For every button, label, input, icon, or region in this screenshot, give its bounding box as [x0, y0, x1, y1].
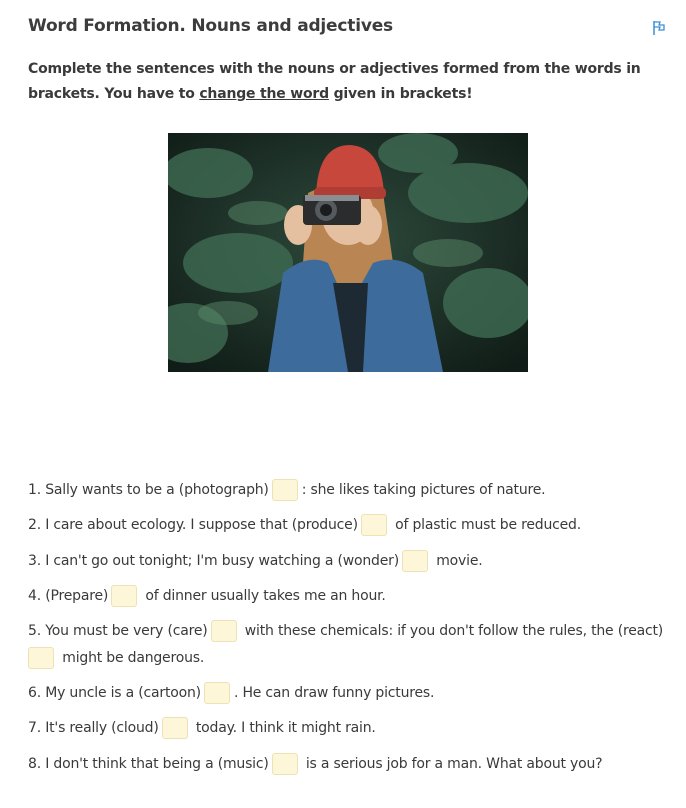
question-text: 7. It's really (cloud)	[28, 720, 159, 736]
question-text: . He can draw funny pictures.	[233, 685, 435, 701]
question-7	[28, 715, 668, 742]
question-text: of plastic must be reduced.	[390, 517, 581, 533]
instruction-text-2: given in brackets!	[328, 86, 473, 102]
answer-gap-1[interactable]	[272, 479, 298, 501]
question-text: movie.	[431, 553, 483, 569]
answer-gap-5b[interactable]	[28, 647, 54, 669]
question-text: 6. My uncle is a (cartoon)	[28, 685, 201, 701]
instruction-text-1: Complete the sentences with the nouns or adjectives formed from the words in brackets. You have to	[28, 61, 641, 102]
question-text: is a serious job for a man. What about you?	[301, 756, 603, 772]
question-text: today. I think it might rain.	[191, 720, 376, 736]
question-3	[28, 548, 668, 575]
question-8	[28, 751, 668, 778]
question-text: of dinner usually takes me an hour.	[141, 588, 386, 604]
question-text: 4. (Prepare)	[28, 588, 109, 604]
answer-gap-5a[interactable]	[211, 620, 237, 642]
flag-icon[interactable]	[652, 20, 666, 36]
instructions	[28, 57, 668, 107]
answer-gap-7[interactable]	[162, 717, 188, 739]
question-text: 5. You must be very (care)	[28, 623, 208, 639]
exercise-photo	[168, 133, 528, 372]
answer-gap-8[interactable]	[272, 753, 298, 775]
question-4	[28, 583, 668, 610]
question-1	[28, 477, 668, 504]
question-text: 8. I don't think that being a (music)	[28, 756, 269, 772]
exercise-title: Word Formation. Nouns and adjectives	[28, 16, 393, 36]
answer-gap-4[interactable]	[111, 585, 137, 607]
question-2	[28, 512, 668, 539]
question-5	[28, 618, 668, 672]
question-text: might be dangerous.	[58, 650, 205, 666]
answer-gap-3[interactable]	[402, 550, 428, 572]
answer-gap-2[interactable]	[361, 514, 387, 536]
question-text: 3. I can't go out tonight; I'm busy watching a (wonder)	[28, 553, 399, 569]
question-6	[28, 680, 668, 707]
answer-gap-6[interactable]	[204, 682, 230, 704]
question-text: 2. I care about ecology. I suppose that (produce)	[28, 517, 358, 533]
question-text: 1. Sally wants to be a (photograph)	[28, 482, 269, 498]
question-text: : she likes taking pictures of nature.	[301, 482, 546, 498]
instruction-underlined: change the word	[199, 86, 329, 102]
question-text: with these chemicals: if you don't follow the rules, the (react)	[240, 623, 664, 639]
